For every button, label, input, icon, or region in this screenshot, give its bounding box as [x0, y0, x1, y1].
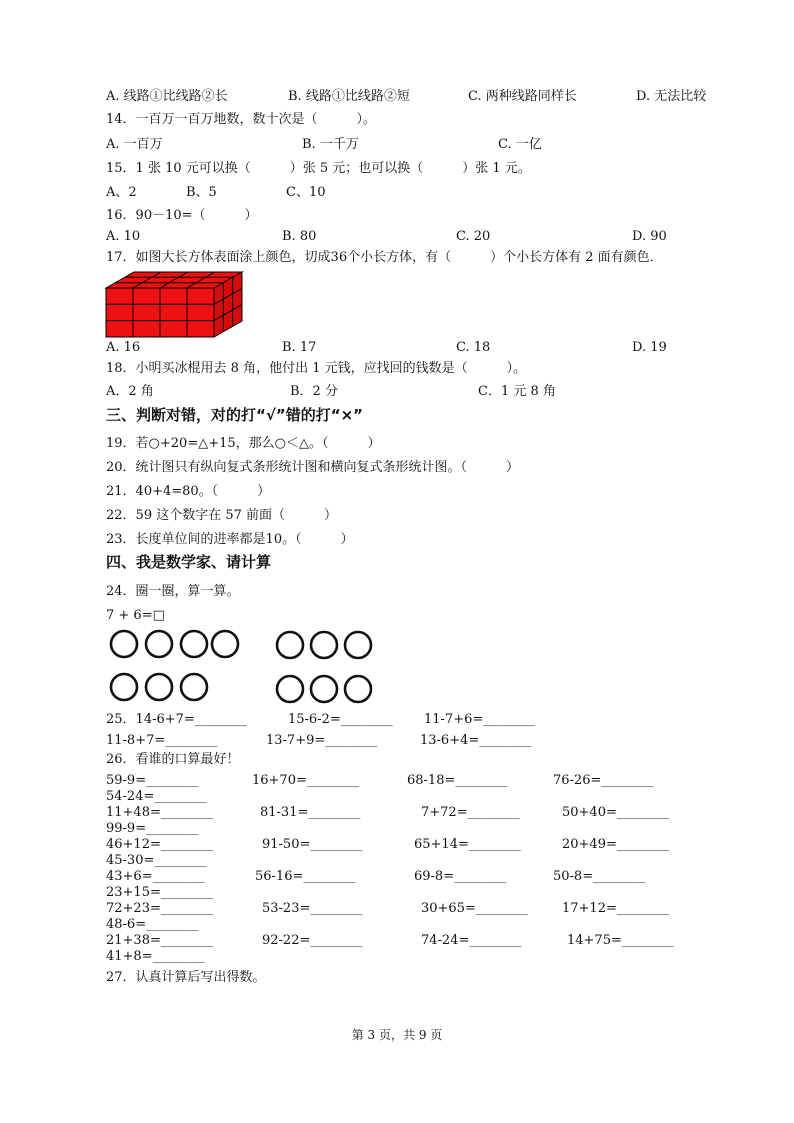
q15-option-c: C、10	[286, 185, 326, 200]
q16-option-c: C. 20	[456, 229, 491, 244]
q27-stem: 27．认真计算后写出得数。	[106, 970, 266, 985]
circle-shape	[146, 631, 172, 657]
q16-option-a: A. 10	[106, 229, 141, 244]
q26-item: 69-8=________	[414, 869, 507, 884]
circle-shape	[311, 676, 337, 702]
q17-option-a: A. 16	[106, 340, 141, 355]
cuboid-figure	[106, 272, 242, 338]
circle-shape	[345, 676, 371, 702]
q26-item: 72+23=________	[106, 901, 213, 916]
q26-item: 59-9=________	[106, 773, 199, 788]
q18-option-b: B．2 分	[290, 384, 338, 399]
q26-item: 14+75=________	[567, 933, 674, 948]
q26-item: 21+38=________	[106, 933, 213, 948]
circle-shape	[311, 632, 337, 658]
q26-item: 92-22=________	[262, 933, 363, 948]
q26-item: 99-9=________	[106, 821, 199, 836]
q13-option-c: C. 两种线路同样长	[468, 89, 577, 104]
q19-statement: 19．若○+20=△+15，那么○＜△。（ ）	[106, 436, 381, 451]
q26-item: 16+70=________	[252, 773, 359, 788]
q17-option-d: D. 19	[632, 340, 667, 355]
q26-item: 56-16=________	[255, 869, 356, 884]
q26-item: 65+14=________	[414, 837, 521, 852]
q26-item: 54-24=________	[106, 789, 207, 804]
q26-item: 53-23=________	[262, 901, 363, 916]
q18-option-c: C．1 元 8 角	[478, 384, 556, 399]
page-number: 第 3 页，共 9 页	[351, 1028, 443, 1042]
q26-item: 68-18=________	[407, 773, 508, 788]
circle-shape	[181, 674, 207, 700]
q26-item: 50+40=________	[562, 805, 669, 820]
q26-item: 81-31=________	[260, 805, 361, 820]
q26-item: 76-26=________	[553, 773, 654, 788]
q13-option-b: B. 线路①比线路②短	[288, 89, 410, 104]
circle-shape	[181, 631, 207, 657]
section-4-title: 四、我是数学家、请计算	[106, 553, 272, 571]
q18-stem: 18．小明买冰棍用去 8 角，他付出 1 元钱，应找回的钱数是（ ）。	[106, 361, 527, 376]
q15-option-b: B、5	[186, 185, 217, 200]
q26-item: 45-30=________	[106, 853, 207, 868]
q13-option-a: A. 线路①比线路②长	[106, 89, 228, 104]
q24-expression: 7 + 6=□	[106, 608, 165, 623]
q17-stem: 17．如图大长方体表面涂上颜色，切成36个小长方体，有（ ）个小长方体有 2 面有颜色．	[106, 250, 663, 265]
section-3-title: 三、判断对错，对的打“√”错的打“×”	[106, 406, 364, 424]
q18-option-a: A．2 角	[106, 384, 154, 399]
q26-item: 7+72=________	[421, 805, 520, 820]
circle-shape	[212, 631, 238, 657]
q26-stem: 26．看谁的口算最好！	[106, 752, 240, 767]
q26-item: 17+12=________	[562, 901, 669, 916]
q26-item: 20+49=________	[562, 837, 669, 852]
q16-option-b: B. 80	[282, 229, 317, 244]
q16-stem: 16．90－10=（ ）	[106, 208, 258, 223]
q14-stem: 14．一百万一百万地数，数十次是（ ）。	[106, 112, 377, 127]
q25-expr-4: 11-8+7=________	[106, 733, 218, 748]
q14-option-b: B. 一千万	[302, 137, 359, 152]
circle-shape	[111, 674, 137, 700]
q26-item: 91-50=________	[262, 837, 363, 852]
q26-item: 46+12=________	[106, 837, 213, 852]
q20-statement: 20．统计图只有纵向复式条形统计图和横向复式条形统计图。（ ）	[106, 460, 520, 475]
q16-option-d: D. 90	[632, 229, 667, 244]
q14-option-a: A. 一百万	[106, 137, 163, 152]
q21-statement: 21．40+4=80。（ ）	[106, 484, 271, 499]
q17-option-c: C. 18	[456, 340, 491, 355]
q26-item: 30+65=________	[421, 901, 528, 916]
q26-item: 41+8=________	[106, 949, 205, 964]
q24-circles-figure	[106, 626, 382, 706]
q23-statement: 23．长度单位间的进率都是10。（ ）	[106, 532, 354, 547]
q13-option-d: D. 无法比较	[636, 89, 707, 104]
q26-item: 23+15=________	[106, 885, 213, 900]
q26-item: 74-24=________	[421, 933, 522, 948]
q26-item: 48-6=________	[106, 917, 199, 932]
circle-shape	[277, 676, 303, 702]
q25-expr-3: 11-7+6=________	[424, 712, 536, 727]
q17-option-b: B. 17	[282, 340, 317, 355]
q25-expr-5: 13-7+9=________	[266, 733, 378, 748]
circle-shape	[111, 631, 137, 657]
q15-stem: 15．1 张 10 元可以换（ ）张 5 元；也可以换（ ）张 1 元。	[106, 161, 531, 176]
q14-option-c: C. 一亿	[498, 137, 542, 152]
circle-shape	[146, 674, 172, 700]
q15-option-a: A、2	[106, 185, 137, 200]
q22-statement: 22．59 这个数字在 57 前面（ ）	[106, 508, 338, 523]
q25-expr-1: 25．14-6+7=________	[106, 712, 247, 727]
q25-expr-6: 13-6+4=________	[420, 733, 532, 748]
q26-item: 11+48=________	[106, 805, 213, 820]
q24-stem: 24．圈一圈，算一算。	[106, 584, 240, 599]
q26-item: 43+6=________	[106, 869, 205, 884]
q25-expr-2: 15-6-2=________	[288, 712, 393, 727]
circle-shape	[345, 632, 371, 658]
q26-item: 50-8=________	[553, 869, 646, 884]
circle-shape	[277, 632, 303, 658]
